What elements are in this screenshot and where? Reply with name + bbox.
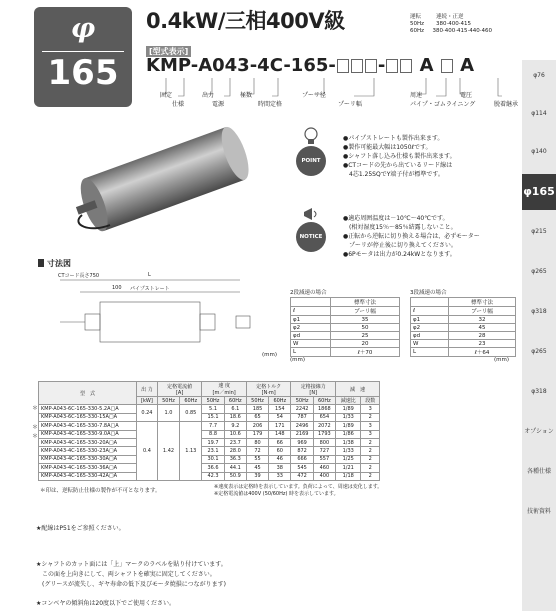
col-speed-label: 速 度 bbox=[218, 383, 230, 389]
table-row bbox=[291, 316, 400, 324]
table-cell: L bbox=[291, 348, 331, 357]
model-label: [型式表示] bbox=[146, 46, 191, 57]
table-cell: 80 bbox=[246, 438, 268, 446]
code-box bbox=[365, 59, 377, 73]
table-cell: 1/33 bbox=[335, 447, 360, 455]
point-note: ●製作可能最大幅は1050ℓです。 bbox=[343, 144, 432, 151]
table-header-row bbox=[39, 382, 380, 397]
tab-phi265[interactable]: φ265 bbox=[531, 268, 547, 275]
table-cell: 148 bbox=[269, 430, 291, 438]
table-cell: ℓ bbox=[411, 307, 449, 316]
col-speed-unit: [m／min] bbox=[212, 390, 236, 396]
table-cell: 39 bbox=[246, 472, 268, 480]
table-row bbox=[411, 298, 516, 307]
table-cell: 1/33 bbox=[335, 413, 360, 421]
table-cell: 1.42 bbox=[157, 422, 179, 481]
table-cell: 30.1 bbox=[202, 455, 224, 463]
table-cell: 42.3 bbox=[202, 472, 224, 480]
table-cell: 23.7 bbox=[224, 438, 246, 446]
table-cell: プーリ幅 bbox=[331, 307, 400, 316]
table-cell: KMP-A043-4C-165-330-20A□A bbox=[39, 438, 137, 446]
col-hz50: 50Hz bbox=[202, 397, 224, 405]
table-cell: 206 bbox=[246, 422, 268, 430]
table-row bbox=[39, 472, 380, 480]
table-cell: 1/89 bbox=[335, 405, 360, 413]
table-cell: KMP-A043-4C-165-330-9.0A□A bbox=[39, 430, 137, 438]
notice-note: ●6Pモータは出力が0.24kWとなります。 bbox=[343, 251, 456, 258]
table-header bbox=[411, 298, 449, 307]
point-note: ●パイプストレートも製作出来ます。 bbox=[343, 135, 444, 142]
col-force bbox=[291, 382, 336, 397]
table-cell: 7.7 bbox=[202, 422, 224, 430]
table-cell: 18.6 bbox=[224, 413, 246, 421]
code-label: プーリ径 bbox=[302, 92, 326, 99]
table-cell: 32 bbox=[449, 316, 516, 324]
tab-specs[interactable]: 各種仕様 bbox=[526, 468, 551, 475]
table-row bbox=[39, 455, 380, 463]
table-cell: 36.6 bbox=[202, 464, 224, 472]
table-cell: 2 bbox=[361, 447, 380, 455]
table-cell: 45 bbox=[449, 324, 516, 332]
table-cell: 5.1 bbox=[202, 405, 224, 413]
col-kw: [kW] bbox=[137, 397, 158, 405]
table-cell: 54 bbox=[269, 413, 291, 421]
table-cell: 1.0 bbox=[157, 405, 179, 422]
table-cell: 1/21 bbox=[335, 464, 360, 472]
model-code: KMP-A043-4C-165- - A A bbox=[146, 55, 475, 76]
table-cell: ℓ＋70 bbox=[331, 348, 400, 357]
col-speed bbox=[202, 382, 247, 397]
table-cell: 545 bbox=[291, 464, 313, 472]
table-cell: KMP-A043-6C-165-330-15A□A bbox=[39, 413, 137, 421]
tab-phi318-b[interactable]: φ318 bbox=[531, 388, 547, 395]
table-row bbox=[291, 298, 400, 307]
col-hz60: 60Hz bbox=[224, 397, 246, 405]
table-row bbox=[39, 405, 380, 413]
table-cell: 969 bbox=[291, 438, 313, 446]
table-cell: W bbox=[291, 340, 331, 348]
tab-phi114[interactable]: φ114 bbox=[531, 110, 547, 117]
col-torque bbox=[246, 382, 291, 397]
speed-note: ※速度表示は定格時を表示しています。負荷によって、周速は変化します。 bbox=[214, 484, 383, 490]
table-cell: 171 bbox=[269, 422, 291, 430]
table-cell: 66 bbox=[269, 438, 291, 446]
table-cell: φ1 bbox=[411, 316, 449, 324]
table-cell: プーリ幅 bbox=[449, 307, 516, 316]
table-cell: 28 bbox=[449, 332, 516, 340]
spec-row bbox=[410, 28, 492, 35]
point-note: ●CTコードの先から出ているリード線は bbox=[343, 162, 453, 169]
col-output: 出 力 bbox=[137, 382, 158, 397]
code-label: 脱着継承 bbox=[494, 101, 519, 108]
col-hz60: 60Hz bbox=[313, 397, 335, 405]
notice-note: (相対湿度15％～85％結露しないこと。 bbox=[343, 224, 457, 231]
col-hz50: 50Hz bbox=[246, 397, 268, 405]
table-cell: 9.2 bbox=[224, 422, 246, 430]
table-cell: 787 bbox=[291, 413, 313, 421]
code-box bbox=[400, 59, 412, 73]
badge-divider bbox=[42, 51, 124, 52]
table-header: 標準寸法 bbox=[449, 298, 516, 307]
shaft-note: ★シャフトのカット面には「上」マークのラベルを貼り付けています。 bbox=[36, 561, 227, 568]
code-label: プーリ幅 bbox=[338, 101, 362, 108]
col-force-label: 定格接線力 bbox=[300, 383, 326, 390]
table-cell: 872 bbox=[291, 447, 313, 455]
incline-note: ★コンベヤの傾斜角は20度以下でご使用ください。 bbox=[36, 600, 176, 607]
code-box bbox=[337, 59, 349, 73]
table-row bbox=[411, 307, 516, 316]
tab-phi140[interactable]: φ140 bbox=[531, 148, 547, 155]
table-cell: 2242 bbox=[291, 405, 313, 413]
model-code-prefix: KMP-A043-4C-165- bbox=[146, 55, 336, 76]
tab-technical[interactable]: 技術資料 bbox=[526, 508, 551, 515]
table-header: 標準寸法 bbox=[331, 298, 400, 307]
table-cell: 3 bbox=[361, 422, 380, 430]
table-cell: 50 bbox=[331, 324, 400, 332]
table-cell: 154 bbox=[269, 405, 291, 413]
dim-pipe-label: パイプストレート bbox=[130, 286, 170, 292]
col-torque-unit: [N·m] bbox=[261, 389, 276, 396]
spec-value: 380·400·415 bbox=[436, 21, 471, 27]
table-cell: 3 bbox=[361, 405, 380, 413]
table-cell: 1793 bbox=[313, 430, 335, 438]
table-cell: W bbox=[411, 340, 449, 348]
table-cell: φ2 bbox=[411, 324, 449, 332]
table-cell: 2 bbox=[361, 464, 380, 472]
badge-size: 165 bbox=[47, 53, 119, 93]
col-reduction: 減 速 bbox=[335, 382, 379, 397]
table-cell: KMP-A043-6C-165-330-5.2A□A bbox=[39, 405, 137, 413]
table-cell: 179 bbox=[246, 430, 268, 438]
table2-unit: (mm) bbox=[290, 357, 306, 363]
table-cell: 0.24 bbox=[137, 405, 158, 422]
star-marker: ＊ bbox=[32, 423, 39, 431]
table-cell: φ1 bbox=[291, 316, 331, 324]
table-cell: 33 bbox=[269, 472, 291, 480]
table-cell: 727 bbox=[313, 447, 335, 455]
shaft-note-3: (グリースが流失し、ギヤ寿命の低下及びモータ焼損につながります) bbox=[36, 581, 227, 588]
table-cell: φd bbox=[411, 332, 449, 340]
table-cell: 1.13 bbox=[180, 422, 202, 481]
table-cell: 2496 bbox=[291, 422, 313, 430]
table-cell: 23.1 bbox=[202, 447, 224, 455]
table-cell: 55 bbox=[246, 455, 268, 463]
point-icon: POINT bbox=[296, 146, 326, 176]
megaphone-icon bbox=[302, 206, 320, 222]
star-marker: ＊ bbox=[32, 405, 39, 412]
model-letter-a: A bbox=[419, 55, 434, 76]
col-model: 型 式 bbox=[39, 382, 137, 405]
code-label: 出力 bbox=[202, 92, 215, 99]
dim-L-label: L bbox=[148, 272, 151, 278]
table-cell: 45 bbox=[246, 464, 268, 472]
table-row bbox=[411, 324, 516, 332]
table-cell: 1/38 bbox=[335, 438, 360, 446]
table-row bbox=[39, 438, 380, 446]
spec-table bbox=[38, 381, 380, 481]
code-label: パイプ・ゴムライニング bbox=[410, 101, 476, 108]
table-cell: 654 bbox=[313, 413, 335, 421]
table-row bbox=[39, 464, 380, 472]
table-cell: 2 bbox=[361, 455, 380, 463]
col-force-unit: [N] bbox=[309, 389, 318, 396]
code-label: 時間定格 bbox=[258, 101, 283, 108]
table-cell: 50.9 bbox=[224, 472, 246, 480]
table-cell: 20 bbox=[331, 340, 400, 348]
tab-phi265-b[interactable]: φ265 bbox=[531, 348, 547, 355]
badge-phi: φ bbox=[70, 13, 96, 44]
table-cell: KMP-A043-4C-165-330-7.8A□A bbox=[39, 422, 137, 430]
table2-title: 2段減速の場合 bbox=[290, 290, 327, 296]
table-2stage bbox=[290, 297, 400, 357]
tab-phi318[interactable]: φ318 bbox=[531, 308, 547, 315]
spec-row bbox=[410, 14, 492, 21]
table-cell: 2169 bbox=[291, 430, 313, 438]
wiring-note: ★配線はP51をご参照ください。 bbox=[36, 525, 125, 532]
table-cell: 38 bbox=[269, 464, 291, 472]
code-label: 極数 bbox=[240, 92, 253, 99]
table-row bbox=[39, 422, 380, 430]
code-label: 周速 bbox=[410, 92, 423, 99]
col-stages: 段数 bbox=[361, 397, 380, 405]
spec-row bbox=[410, 21, 492, 28]
table-row bbox=[291, 348, 400, 357]
code-box bbox=[441, 59, 453, 73]
table-cell: 3 bbox=[361, 430, 380, 438]
table-cell: L bbox=[411, 348, 449, 357]
table-cell: 19.7 bbox=[202, 438, 224, 446]
spec-key: 60Hz bbox=[410, 28, 425, 34]
col-hz50: 50Hz bbox=[157, 397, 179, 405]
table-cell: 472 bbox=[291, 472, 313, 480]
table-cell: 2 bbox=[361, 438, 380, 446]
table-cell: 25 bbox=[331, 332, 400, 340]
table-cell: 2 bbox=[361, 413, 380, 421]
table-cell: 1/18 bbox=[335, 472, 360, 480]
dim-unit: (mm) bbox=[262, 352, 278, 358]
point-note: ●シャフト落し込み仕様も製作出来ます。 bbox=[343, 153, 456, 160]
tab-phi165[interactable]: φ165 bbox=[522, 174, 556, 210]
table-cell: 72 bbox=[246, 447, 268, 455]
table-row bbox=[411, 340, 516, 348]
notice-note: プーリが停止後に切り換えてください。 bbox=[343, 242, 457, 249]
table-cell: KMP-A043-4C-165-330-36A□A bbox=[39, 464, 137, 472]
table-cell: 460 bbox=[313, 464, 335, 472]
table-3stage bbox=[410, 297, 516, 357]
table-cell: 666 bbox=[291, 455, 313, 463]
table-row bbox=[39, 447, 380, 455]
star-marker: ＊ bbox=[32, 432, 39, 440]
table-row bbox=[39, 430, 380, 438]
code-label: 電圧 bbox=[460, 92, 473, 99]
motor-pulley-photo bbox=[50, 125, 280, 235]
lightbulb-icon bbox=[303, 126, 319, 146]
spec-key: 運転 bbox=[410, 14, 422, 20]
spec-key: 50Hz bbox=[410, 21, 425, 27]
table3-title: 3段減速の場合 bbox=[410, 290, 447, 296]
table-cell: 35 bbox=[331, 316, 400, 324]
size-badge bbox=[34, 7, 132, 107]
table-cell: 15.1 bbox=[202, 413, 224, 421]
code-label: 仕様 bbox=[172, 101, 185, 108]
spec-value: 連続・正逆 bbox=[436, 14, 464, 20]
col-hz60: 60Hz bbox=[269, 397, 291, 405]
table-cell: 46 bbox=[269, 455, 291, 463]
notice-icon: NOTICE bbox=[296, 222, 326, 252]
table-row bbox=[291, 307, 400, 316]
table-cell: 44.1 bbox=[224, 464, 246, 472]
table-row bbox=[291, 340, 400, 348]
ct-cord-label: CTコード長さ750 bbox=[58, 273, 100, 279]
table-cell: 28.0 bbox=[224, 447, 246, 455]
table-cell: 6.1 bbox=[224, 405, 246, 413]
table-cell: 65 bbox=[246, 413, 268, 421]
table-cell: ℓ bbox=[291, 307, 331, 316]
table-row bbox=[39, 413, 380, 421]
model-letter-a2: A bbox=[460, 55, 475, 76]
table-cell: 1868 bbox=[313, 405, 335, 413]
table-cell: 0.4 bbox=[137, 422, 158, 481]
spec-table-body bbox=[39, 405, 380, 481]
point-notes bbox=[343, 134, 518, 179]
table-row bbox=[411, 316, 516, 324]
table-cell: 36.3 bbox=[224, 455, 246, 463]
dimension-section-title: 寸法図 bbox=[38, 258, 71, 269]
code-box bbox=[351, 59, 363, 73]
table-cell: 10.6 bbox=[224, 430, 246, 438]
table-cell: φd bbox=[291, 332, 331, 340]
table-cell: 8.8 bbox=[202, 430, 224, 438]
table-cell: KMP-A043-4C-165-330-42A□A bbox=[39, 472, 137, 480]
col-current-label: 定格電流値 bbox=[167, 383, 193, 390]
tab-phi76[interactable]: φ76 bbox=[533, 72, 545, 79]
dim-100-label: 100 bbox=[112, 285, 122, 291]
table-cell: 23 bbox=[449, 340, 516, 348]
table-cell: 400 bbox=[313, 472, 335, 480]
table-row bbox=[291, 324, 400, 332]
notice-notes bbox=[343, 214, 518, 259]
notice-note: ●適応周囲温度は－10℃～40℃です。 bbox=[343, 215, 449, 222]
tab-options[interactable]: オプション bbox=[524, 428, 554, 435]
table-cell: 1/25 bbox=[335, 455, 360, 463]
table-cell: KMP-A043-4C-165-330-23A□A bbox=[39, 447, 137, 455]
code-box bbox=[386, 59, 398, 73]
spec-value: 380·400·415·440·460 bbox=[432, 28, 492, 34]
table-cell: 0.85 bbox=[180, 405, 202, 422]
table-cell: ℓ＋64 bbox=[449, 348, 516, 357]
table3-unit: (mm) bbox=[494, 357, 510, 363]
current-note: ※定格電流値は400V (50/60Hz) 時を表示しています。 bbox=[214, 491, 339, 497]
table-row bbox=[411, 348, 516, 357]
table-row bbox=[411, 332, 516, 340]
table-cell: KMP-A043-4C-165-330-30A□A bbox=[39, 455, 137, 463]
point-note: 4芯1.25SQでY端子付が標準です。 bbox=[343, 171, 444, 178]
col-ratio: 減速比 bbox=[335, 397, 360, 405]
table-cell: 800 bbox=[313, 438, 335, 446]
spec-box bbox=[410, 14, 492, 35]
table-cell: φ2 bbox=[291, 324, 331, 332]
col-torque-label: 定格トルク bbox=[256, 383, 282, 390]
col-current bbox=[157, 382, 202, 397]
page-title: 0.4kW/三相400V級 bbox=[146, 9, 345, 33]
col-hz60: 60Hz bbox=[180, 397, 202, 405]
col-hz50: 50Hz bbox=[291, 397, 313, 405]
table-cell: 2 bbox=[361, 472, 380, 480]
code-label: 固定 bbox=[160, 92, 173, 99]
table-cell: 2072 bbox=[313, 422, 335, 430]
table-header bbox=[291, 298, 331, 307]
table-row bbox=[291, 332, 400, 340]
table-cell: 60 bbox=[269, 447, 291, 455]
table-cell: 557 bbox=[313, 455, 335, 463]
table-cell: 1/89 bbox=[335, 422, 360, 430]
table-cell: 1/86 bbox=[335, 430, 360, 438]
shaft-note-2: この面を上向きにして、両シャフトを確実に固定してください。 bbox=[36, 571, 216, 578]
table-cell: 185 bbox=[246, 405, 268, 413]
code-label: 電源 bbox=[212, 101, 225, 108]
notice-note: ●正転から逆転に切り換える場合は、必ずモーター bbox=[343, 233, 480, 240]
col-current-unit: [A] bbox=[175, 389, 184, 396]
tab-phi215[interactable]: φ215 bbox=[531, 228, 547, 235]
star-footnote: ＊印は、逆転防止仕様の製作が不可となります。 bbox=[40, 488, 161, 494]
